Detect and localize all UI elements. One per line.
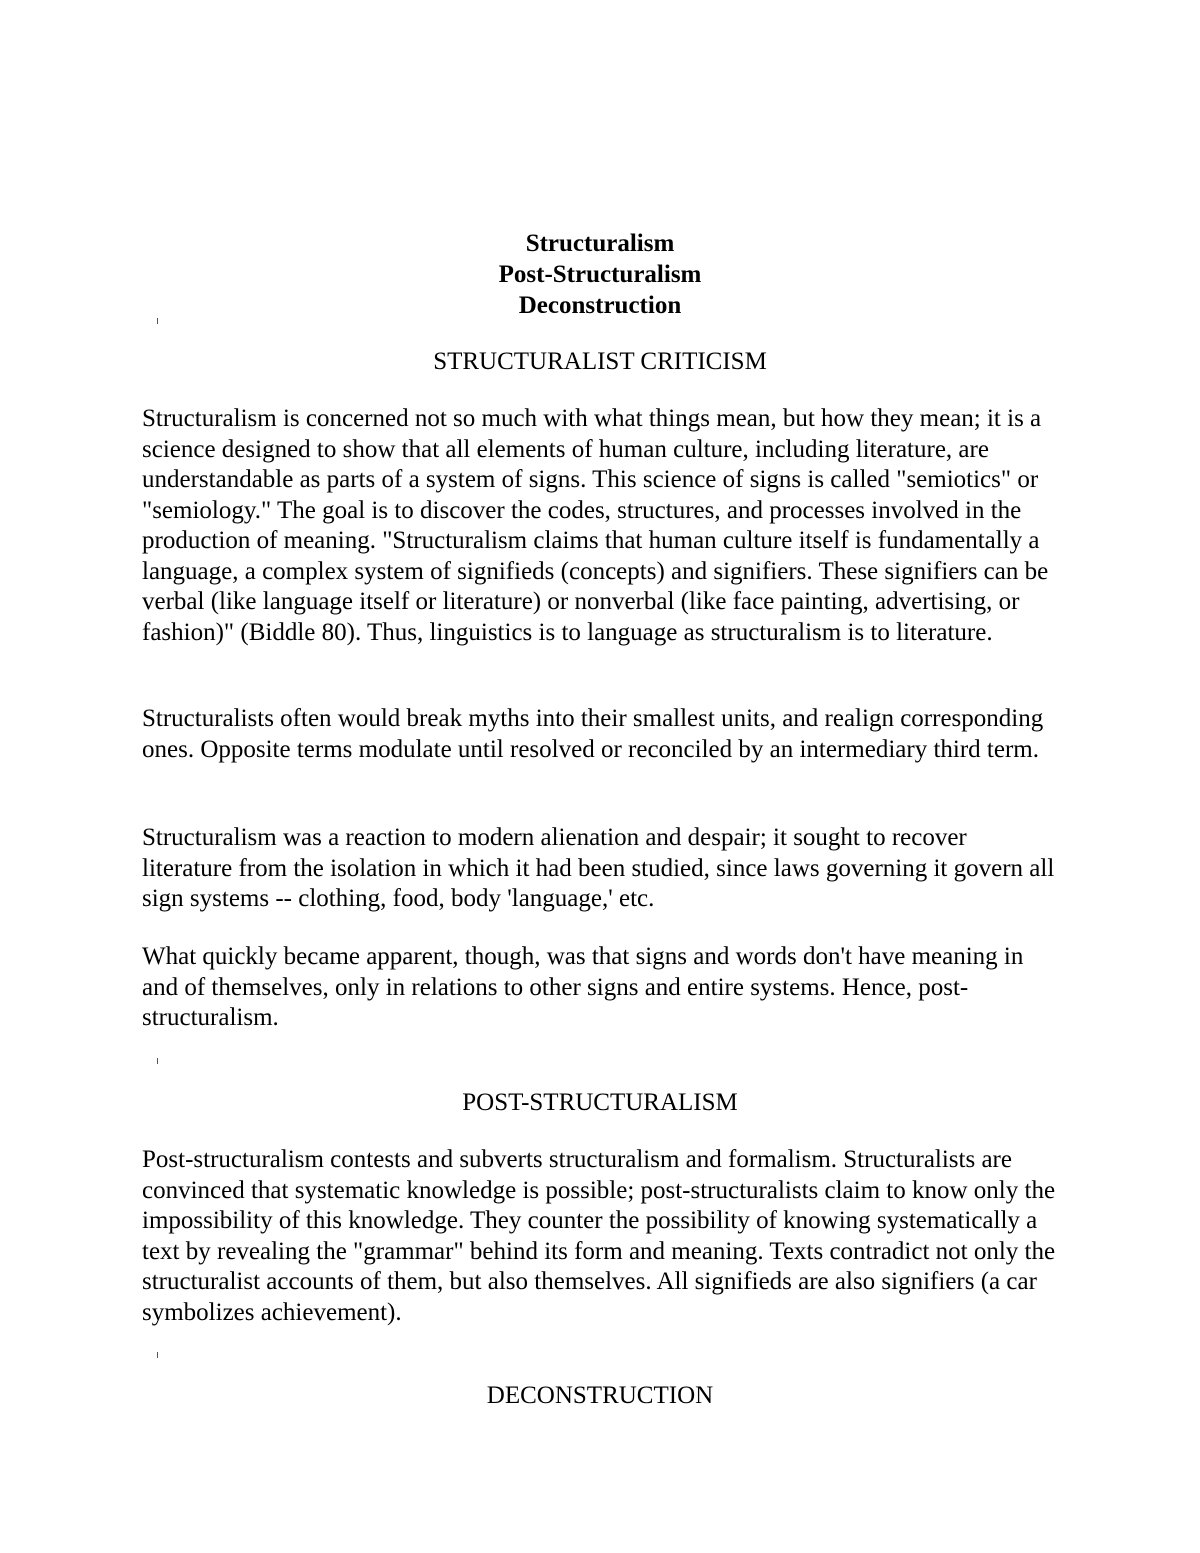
margin-tick-mark bbox=[157, 318, 158, 324]
heading-structuralist-criticism: STRUCTURALIST CRITICISM bbox=[433, 348, 767, 375]
title-post-structuralism: Post-Structuralism bbox=[498, 261, 702, 288]
paragraph-signs-meaning: What quickly became apparent, though, was that signs and words don't have meaning in and of themselves, only in relations to other signs and entire systems. Hence, post-structuralism. bbox=[142, 943, 1024, 1031]
heading-post-structuralism: POST-STRUCTURALISM bbox=[462, 1089, 738, 1116]
paragraph-structuralism-reaction: Structuralism was a reaction to modern alienation and despair; it sought to recover literature from the isolation in which it had been studied, since laws governing it govern all sign systems -- clothing, food, body 'language,' etc. bbox=[142, 824, 1055, 912]
paragraph-post-structuralism: Post-structuralism contests and subverts structuralism and formalism. Structuralists are convinced that systematic knowledge is possible; post-structuralists claim to know only the impossibility of this knowledge. They counter the possibility of knowing systematically a text by revealing the "grammar" behind its form and meaning. Texts contradict not only the structuralist accounts of them, but also themselves. All signifieds are also signifiers (a car symbolizes achievement). bbox=[142, 1146, 1056, 1326]
title-structuralism: Structuralism bbox=[525, 230, 675, 257]
title-deconstruction: Deconstruction bbox=[518, 292, 682, 319]
margin-tick-mark bbox=[157, 1352, 158, 1358]
paragraph-structuralism-intro: Structuralism is concerned not so much with what things mean, but how they mean; it is a science designed to show that all elements of human culture, including literature, are understandable as parts of a system of signs. This science of signs is called "semiotics" or "semiology." The goal is to discover the codes, structures, and processes involved in the production of meaning. "Structuralism claims that human culture itself is fundamentally a language, a complex system of signifieds (concepts) and signifiers. These signifiers can be verbal (like language itself or literature) or nonverbal (like face painting, advertising, or fashion)" (Biddle 80). Thus, linguistics is to language as structuralism is to literature. bbox=[142, 405, 1049, 646]
paragraph-structuralists-myths: Structuralists often would break myths into their smallest units, and realign corresponding ones. Opposite terms modulate until resolved or reconciled by an intermediary third term. bbox=[142, 705, 1044, 763]
heading-deconstruction: DECONSTRUCTION bbox=[486, 1382, 714, 1409]
document-title bbox=[0, 228, 1200, 321]
margin-tick-mark bbox=[157, 1058, 158, 1064]
